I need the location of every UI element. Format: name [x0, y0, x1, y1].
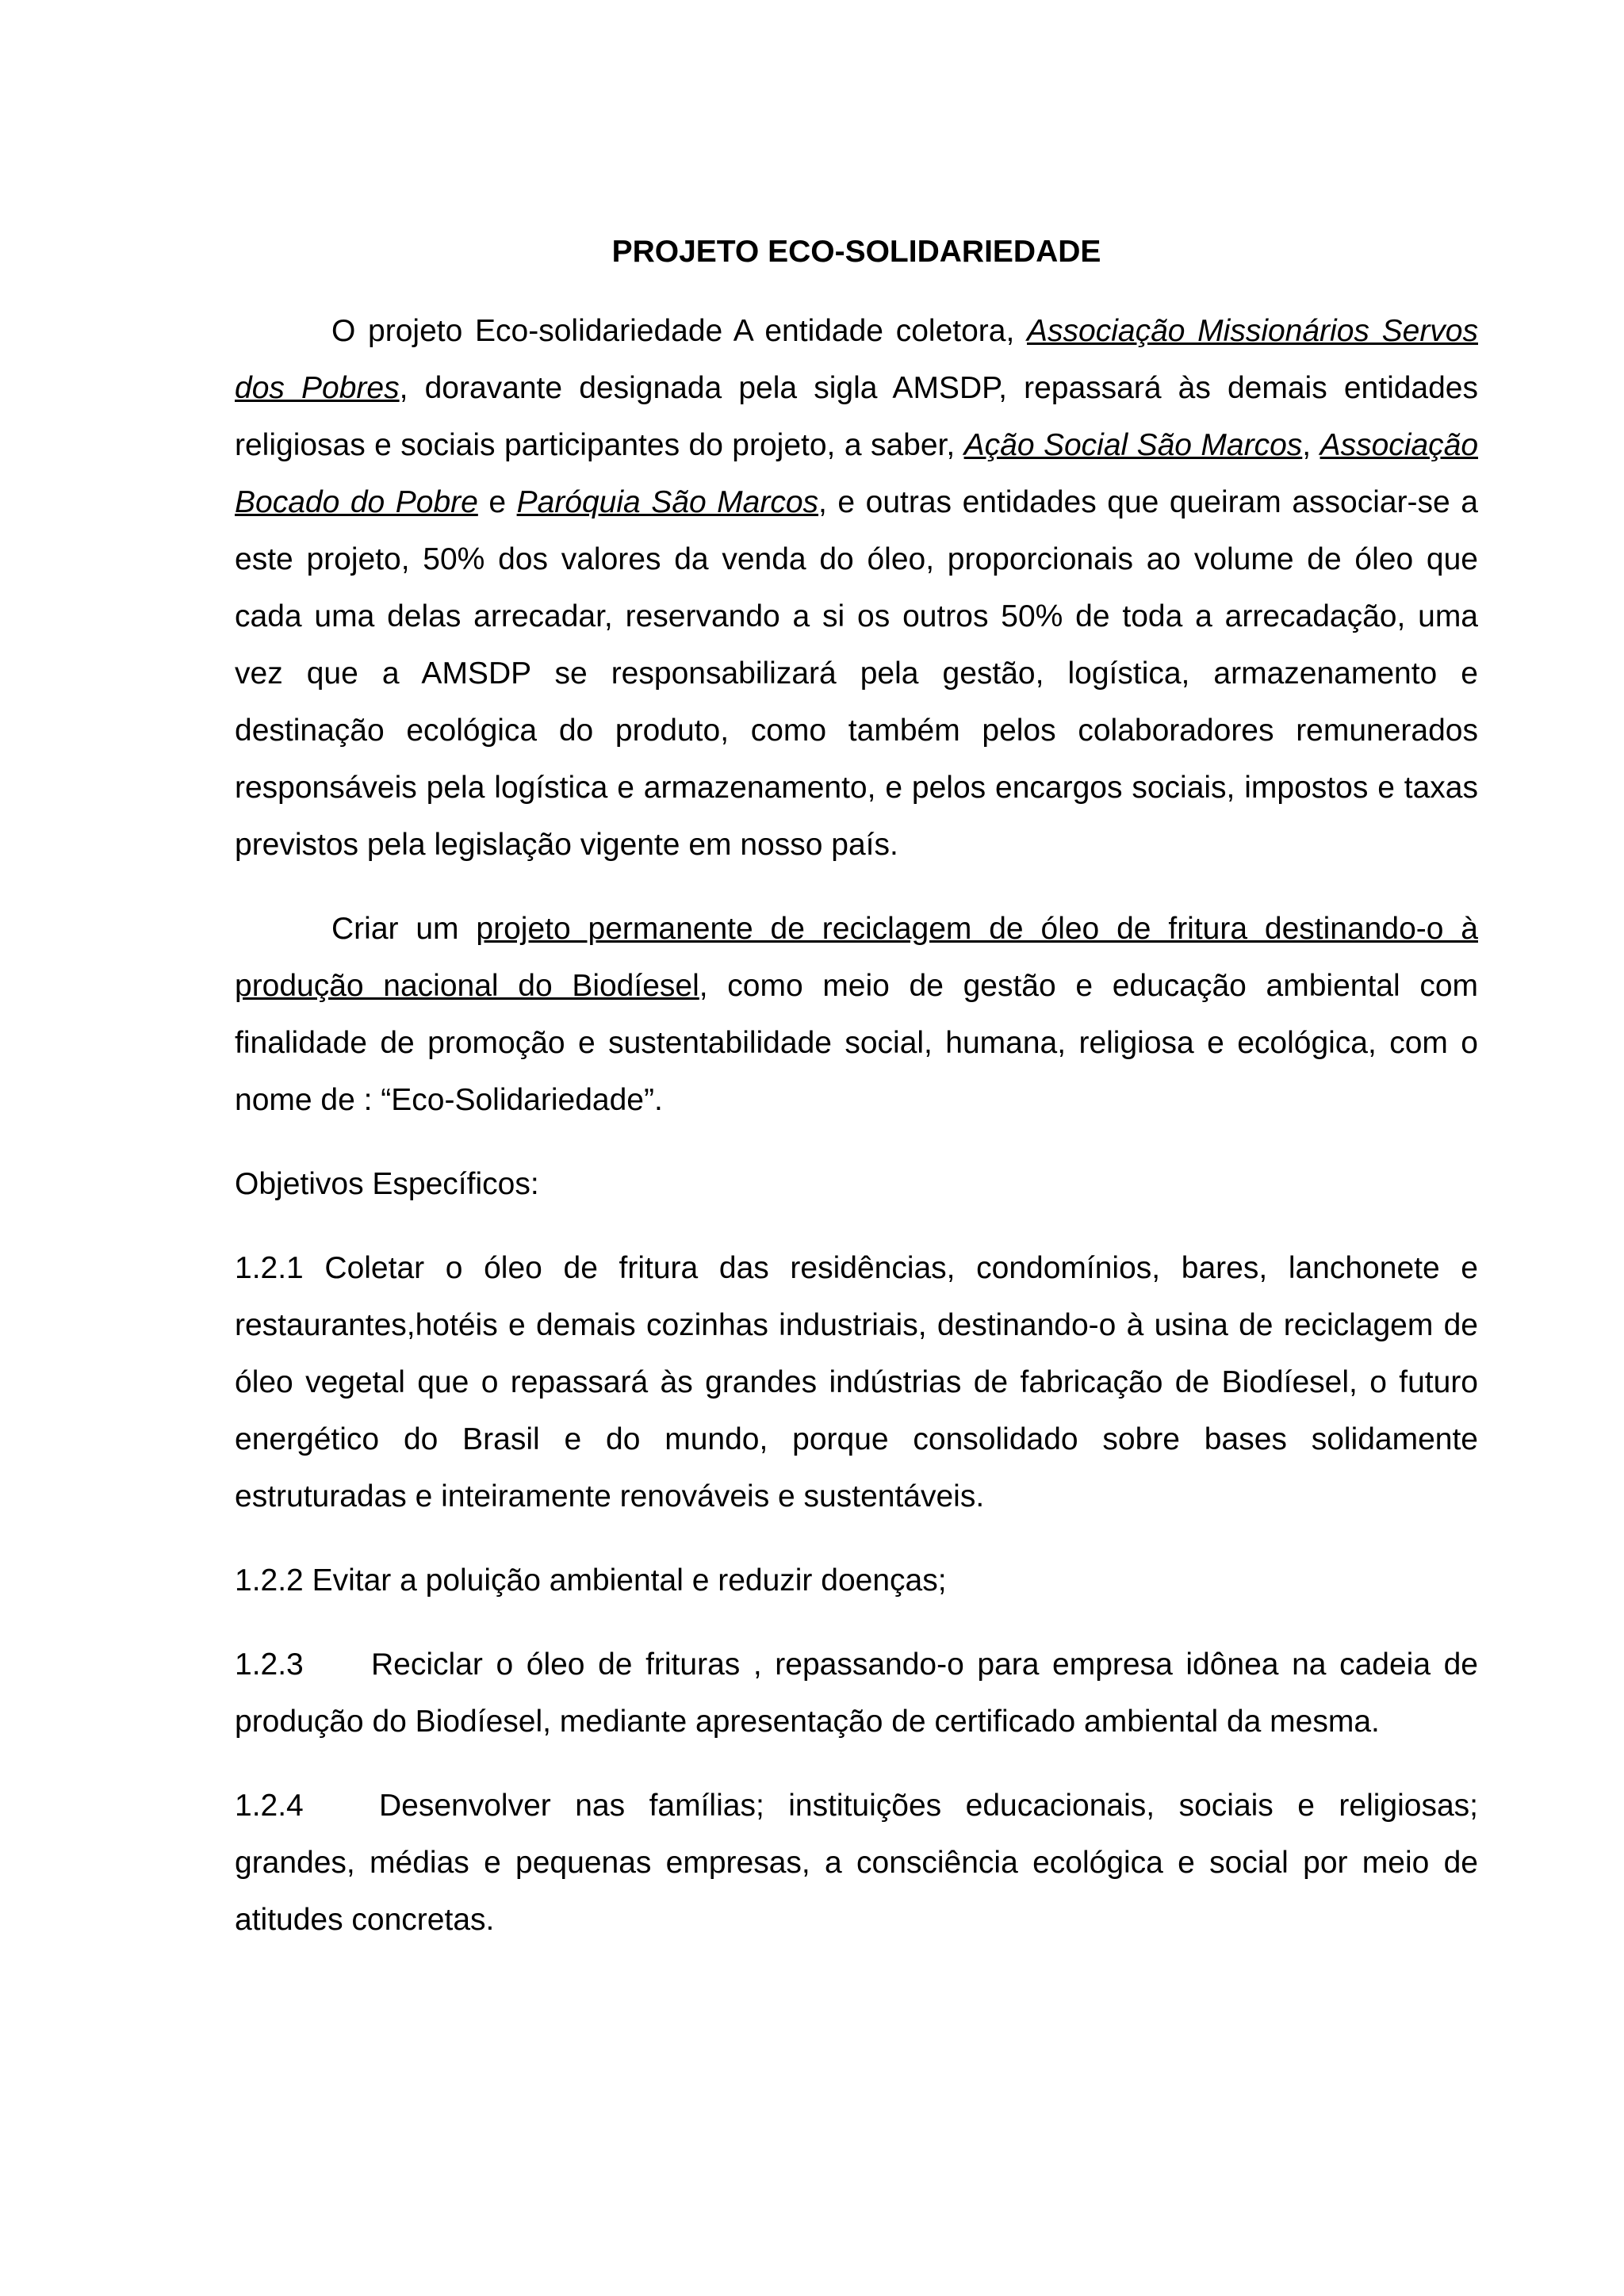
intro-text-5: , e outras entidades que queiram associar-se a este projeto, 50% dos valores da venda do óleo, proporcionais ao volume de óleo que cada uma delas arrecadar, reservando a si os outros 50% de toda a arrecadação, uma vez que a AMSDP se responsabilizará pela gestão, logística, armazenamento e destinação ecológica do produto, como também pelos colaboradores remunerados responsáveis pela logística e armazenamento, e pelos encargos sociais, impostos e taxas previstos pela legislação vigente em nosso país.	[235, 485, 1478, 862]
purpose-text-1: Criar um	[331, 912, 477, 946]
objective-text: Evitar a poluição ambiental e reduzir doenças;	[303, 1563, 947, 1598]
objectives-heading: Objetivos Específicos:	[235, 1167, 539, 1201]
objective-item	[235, 1552, 1478, 1609]
intro-text-2: , doravante designada pela sigla AMSDP, repassará às demais entidades religiosas e sociais participantes do projeto, a saber,	[235, 371, 1478, 462]
objective-item	[235, 1777, 1478, 1949]
objective-number: 1.2.1	[235, 1251, 304, 1285]
objective-number: 1.2.4	[235, 1789, 304, 1823]
entity-acao-social: Ação Social São Marcos	[963, 428, 1303, 462]
intro-text-3: ,	[1302, 428, 1320, 462]
objective-text: Reciclar o óleo de frituras , repassando-o para empresa idônea na cadeia de produção do Biodíesel, mediante apresentação de certificado ambiental da mesma.	[235, 1647, 1478, 1739]
objective-number: 1.2.3	[235, 1647, 304, 1682]
paragraph-intro	[235, 303, 1478, 874]
entity-bocado-do-pobre: Associação Bocado do Pobre	[235, 428, 1479, 519]
purpose-underlined: projeto permanente de reciclagem de óleo de fritura destinando-o à produção nacional do Biodíesel	[235, 912, 1478, 1003]
document-title: PROJETO ECO-SOLIDARIEDADE	[611, 235, 1101, 269]
objective-text: Coletar o óleo de fritura das residências, condomínios, bares, lanchonete e restaurantes,hotéis e demais cozinhas industriais, destinando-o à usina de reciclagem de óleo vegetal que o repassará às grandes indústrias de fabricação de Biodíesel, o futuro energético do Brasil e do mundo, porque consolidado sobre bases solidamente estruturadas e inteiramente renováveis e sustentáveis.	[235, 1251, 1478, 1513]
entity-amsdp: Associação Missionários Servos dos Pobres	[235, 314, 1478, 405]
document-page	[235, 228, 1478, 1976]
objective-item	[235, 1636, 1478, 1751]
paragraph-purpose	[235, 901, 1478, 1129]
objective-text: Desenvolver nas famílias; instituições educacionais, sociais e religiosas; grandes, médias e pequenas empresas, a consciência ecológica e social por meio de atitudes concretas.	[235, 1789, 1478, 1937]
intro-text-1: O projeto Eco-solidariedade A entidade coletora,	[331, 314, 1028, 348]
purpose-text-2: , como meio de gestão e educação ambiental com finalidade de promoção e sustentabilidade social, humana, religiosa e ecológica, com o nome de : “Eco-Solidariedade”.	[235, 969, 1478, 1117]
objective-number: 1.2.2	[235, 1563, 304, 1598]
objective-item	[235, 1240, 1478, 1525]
entity-paroquia: Paróquia São Marcos	[516, 485, 819, 519]
intro-text-4: e	[477, 485, 517, 519]
